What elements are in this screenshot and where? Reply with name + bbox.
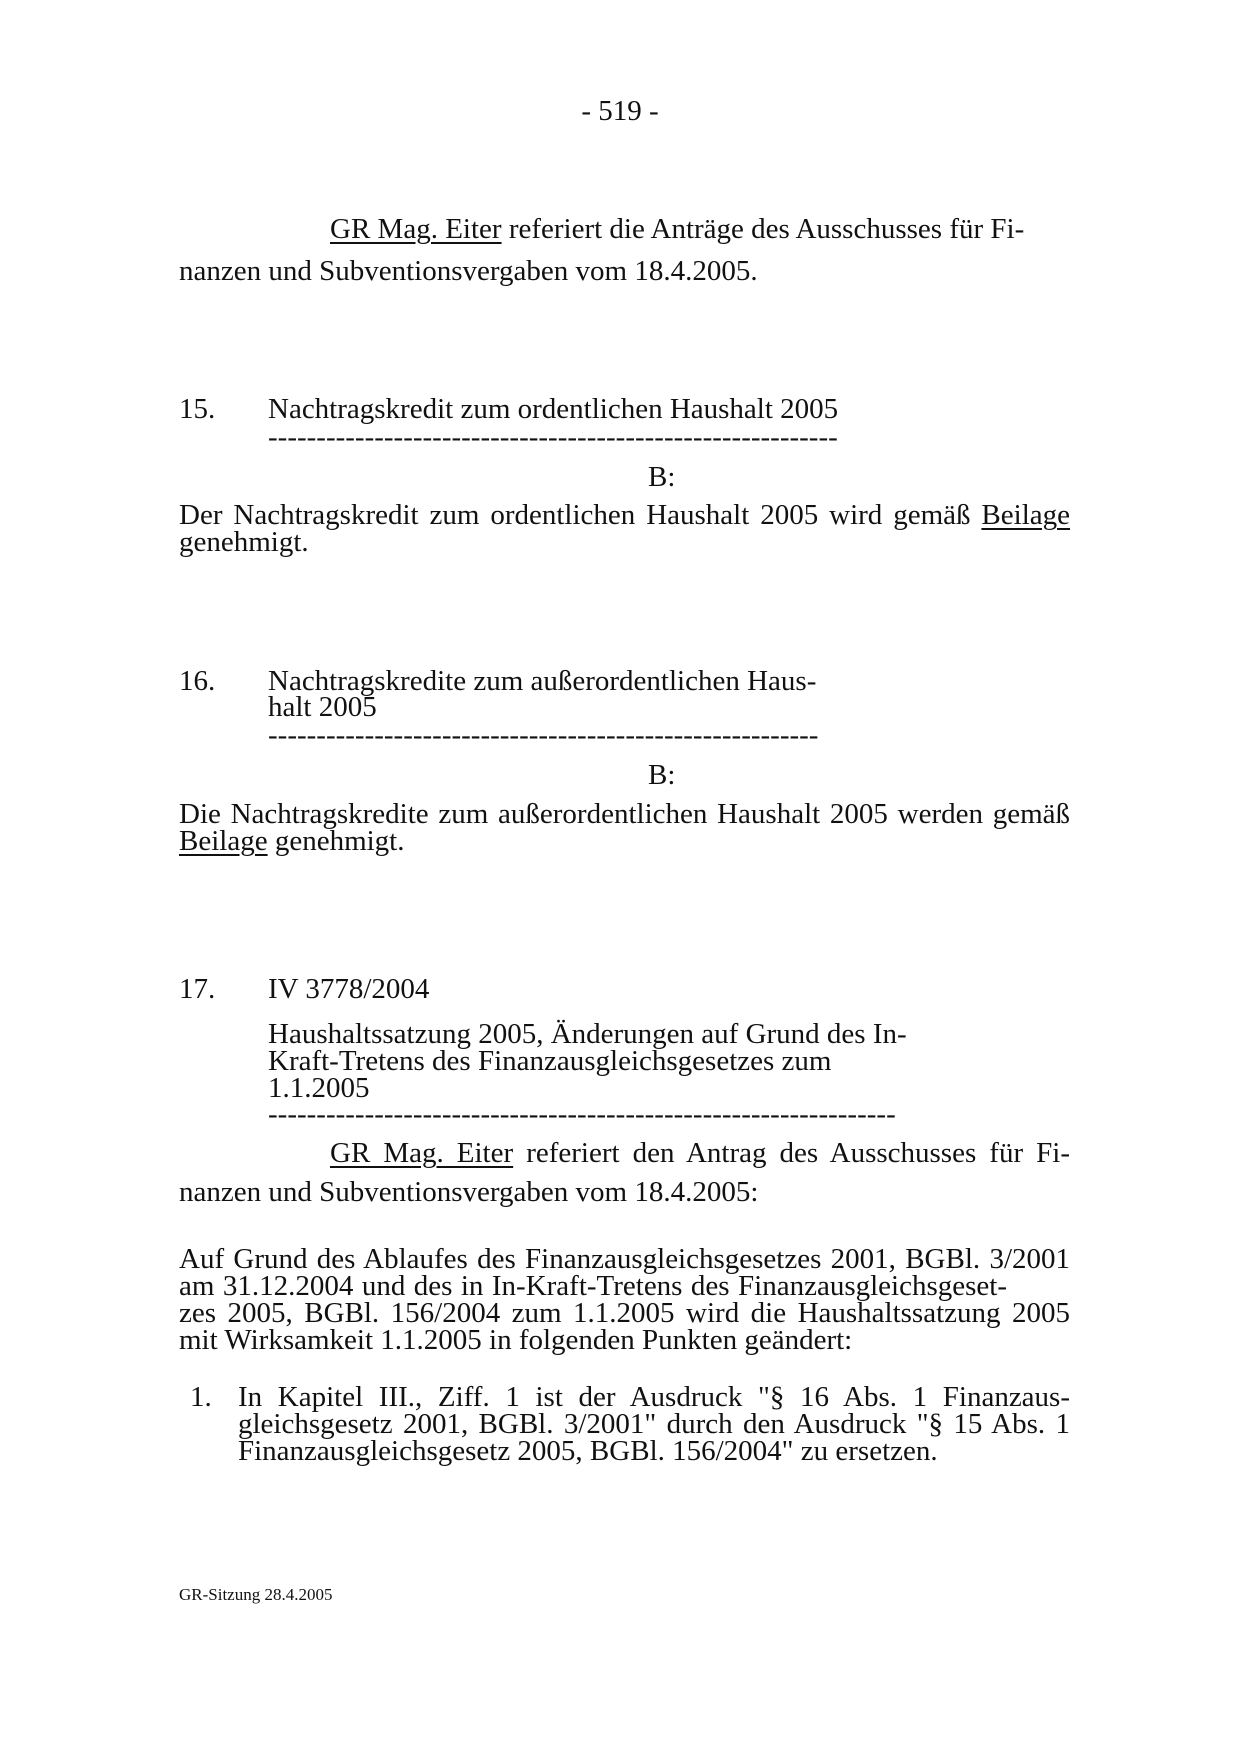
item-16-decision-line-1: Die Nachtragskredite zum außerordentlichen Haushalt 2005 werden gemäß [179,798,1070,830]
motion-line-3: zes 2005, BGBl. 156/2004 zum 1.1.2005 wird die Haushaltssatzung 2005 [179,1297,1070,1329]
item-16-decision-line-2 [179,824,405,859]
item-15-decision-line-2: genehmigt. [179,526,309,558]
item-15-decision-label: B: [648,461,676,493]
list-item-line-1: In Kapitel III., Ziff. 1 ist der Ausdruck "§ 16 Abs. 1 Finanzaus- [238,1381,1070,1413]
item-17-title-line-1: Haushaltssatzung 2005, Änderungen auf Grund des In- [268,1018,907,1050]
item-15-decision-text: Der Nachtragskredit zum ordentlichen Haushalt 2005 wird gemäß [179,499,971,531]
beilage-link[interactable]: Beilage [179,825,268,857]
item-16-decision-text: genehmigt. [274,825,405,857]
item-15-number: 15. [179,393,216,425]
item-15-rule: ----------------------------------------------------------- [268,421,838,453]
item-16-decision-label: B: [648,759,676,791]
item-15-decision-line-1 [179,498,1070,533]
list-item-line-3: Finanzausgleichsgesetz 2005, BGBl. 156/2004" zu ersetzen. [238,1435,938,1467]
item-17-reference: IV 3778/2004 [268,973,430,1005]
list-item-number: 1. [190,1381,212,1413]
item-17-title-line-2: Kraft-Tretens des Finanzausgleichsgesetzes zum [268,1045,832,1077]
speaker-name: GR Mag. Eiter [330,1137,514,1169]
motion-line-2: am 31.12.2004 und des in In-Kraft-Tretens des Finanzausgleichsgeset- [179,1270,1007,1302]
item-17-number: 17. [179,973,216,1005]
speaker-name: GR Mag. Eiter [330,213,502,245]
motion-line-4: mit Wirksamkeit 1.1.2005 in folgenden Punkten geändert: [179,1324,853,1356]
intro-line-2: nanzen und Subventionsvergaben vom 18.4.2005. [179,255,758,287]
item-17-report-line-1 [330,1136,1070,1171]
item-17-report-text: referiert den Antrag des Ausschusses für Fi- [526,1137,1070,1169]
intro-line-1 [330,212,1024,247]
page-footer: GR-Sitzung 28.4.2005 [179,1585,333,1604]
motion-line-1: Auf Grund des Ablaufes des Finanzausgleichsgesetzes 2001, BGBl. 3/2001 [179,1243,1070,1275]
item-16-title-line-1: Nachtragskredite zum außerordentlichen Haus- [268,665,817,697]
item-16-rule: --------------------------------------------------------- [268,719,819,751]
item-16-title-line-2: halt 2005 [268,691,377,723]
intro-line-1-text: referiert die Anträge des Ausschusses für Fi- [508,213,1025,245]
item-17-report-line-2: nanzen und Subventionsvergaben vom 18.4.2005: [179,1176,759,1208]
list-item-line-2: gleichsgesetz 2001, BGBl. 3/2001" durch den Ausdruck "§ 15 Abs. 1 [238,1408,1070,1440]
item-16-number: 16. [179,665,216,697]
beilage-link[interactable]: Beilage [981,499,1070,531]
item-15-title: Nachtragskredit zum ordentlichen Haushalt 2005 [268,393,839,425]
item-17-title-line-3: 1.1.2005 [268,1072,370,1104]
page-number: - 519 - [581,95,659,127]
item-17-rule: ----------------------------------------------------------------- [268,1098,896,1130]
